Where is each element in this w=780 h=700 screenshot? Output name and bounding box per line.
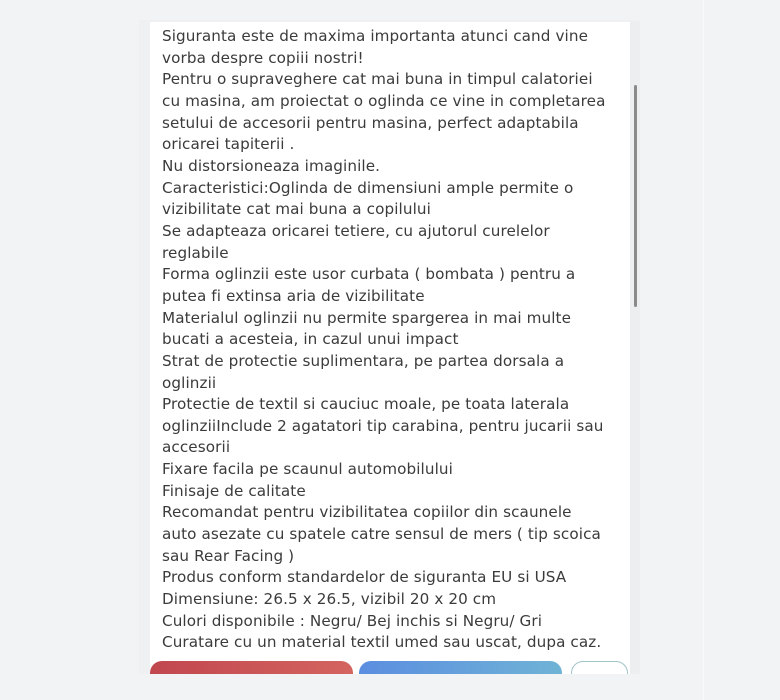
description-line: Curatare cu un material textil umed sau uscat, dupa caz.: [162, 633, 602, 652]
description-line: Produs conform standardelor de siguranta EU si USA: [162, 568, 567, 587]
description-line: oglinzii: [162, 373, 217, 392]
description-line: Forma oglinzii este usor curbata ( bombata ) pentru a: [162, 265, 576, 284]
description-line: cu masina, am proiectat o oglinda ce vine in completarea: [162, 91, 606, 110]
description-line: Protectie de textil si cauciuc moale, pe toata laterala: [162, 395, 570, 414]
description-line: Recomandat pentru vizibilitatea copiilor din scaunele: [162, 503, 572, 522]
description-line: Caracteristici:Oglinda de dimensiuni ample permite o: [162, 178, 574, 197]
description-line: Materialul oglinzii nu permite spargerea in mai multe: [162, 308, 572, 327]
secondary-action-button[interactable]: [359, 661, 562, 674]
product-description-text: [162, 26, 624, 654]
product-description-card: [150, 22, 630, 674]
description-line: Siguranta este de maxima importanta atunci cand vine: [162, 27, 589, 45]
description-line: Dimensiune: 26.5 x 26.5, vizibil 20 x 20 cm: [162, 590, 497, 609]
description-line: Se adapteaza oricarei tetiere, cu ajutorul curelelor: [162, 221, 550, 240]
description-line: vizibilitate cat mai buna a copilului: [162, 200, 431, 219]
description-line: oglinziiInclude 2 agatatori tip carabina, pentru jucarii sau: [162, 416, 604, 435]
scrollbar[interactable]: [630, 22, 640, 674]
description-line: Strat de protectie suplimentara, pe partea dorsala a: [162, 351, 565, 370]
page-divider: [703, 0, 704, 700]
description-line: Finisaje de calitate: [162, 481, 306, 500]
description-line: reglabile: [162, 243, 229, 262]
scrollbar-thumb[interactable]: [634, 85, 637, 307]
description-line: Pentru o supraveghere cat mai buna in timpul calatoriei: [162, 70, 593, 89]
description-line: auto asezate cu spatele catre sensul de mers ( tip scoica: [162, 525, 601, 544]
outline-action-button[interactable]: [571, 661, 628, 674]
description-line: setului de accesorii pentru masina, perfect adaptabila: [162, 113, 579, 132]
description-line: accesorii: [162, 438, 231, 457]
description-line: Fixare facila pe scaunul automobilului: [162, 460, 453, 479]
action-bar: [150, 661, 630, 674]
description-line: vorba despre copiii nostri!: [162, 48, 364, 67]
description-line: bucati a acesteia, in cazul unui impact: [162, 330, 459, 349]
primary-action-button[interactable]: [150, 661, 353, 674]
description-line: putea fi extinsa aria de vizibilitate: [162, 286, 425, 305]
description-line: Nu distorsioneaza imaginile.: [162, 156, 381, 175]
description-line: Culori disponibile : Negru/ Bej inchis si Negru/ Gri: [162, 611, 543, 630]
description-line: oricarei tapiterii .: [162, 135, 295, 154]
description-line: sau Rear Facing ): [162, 546, 295, 565]
